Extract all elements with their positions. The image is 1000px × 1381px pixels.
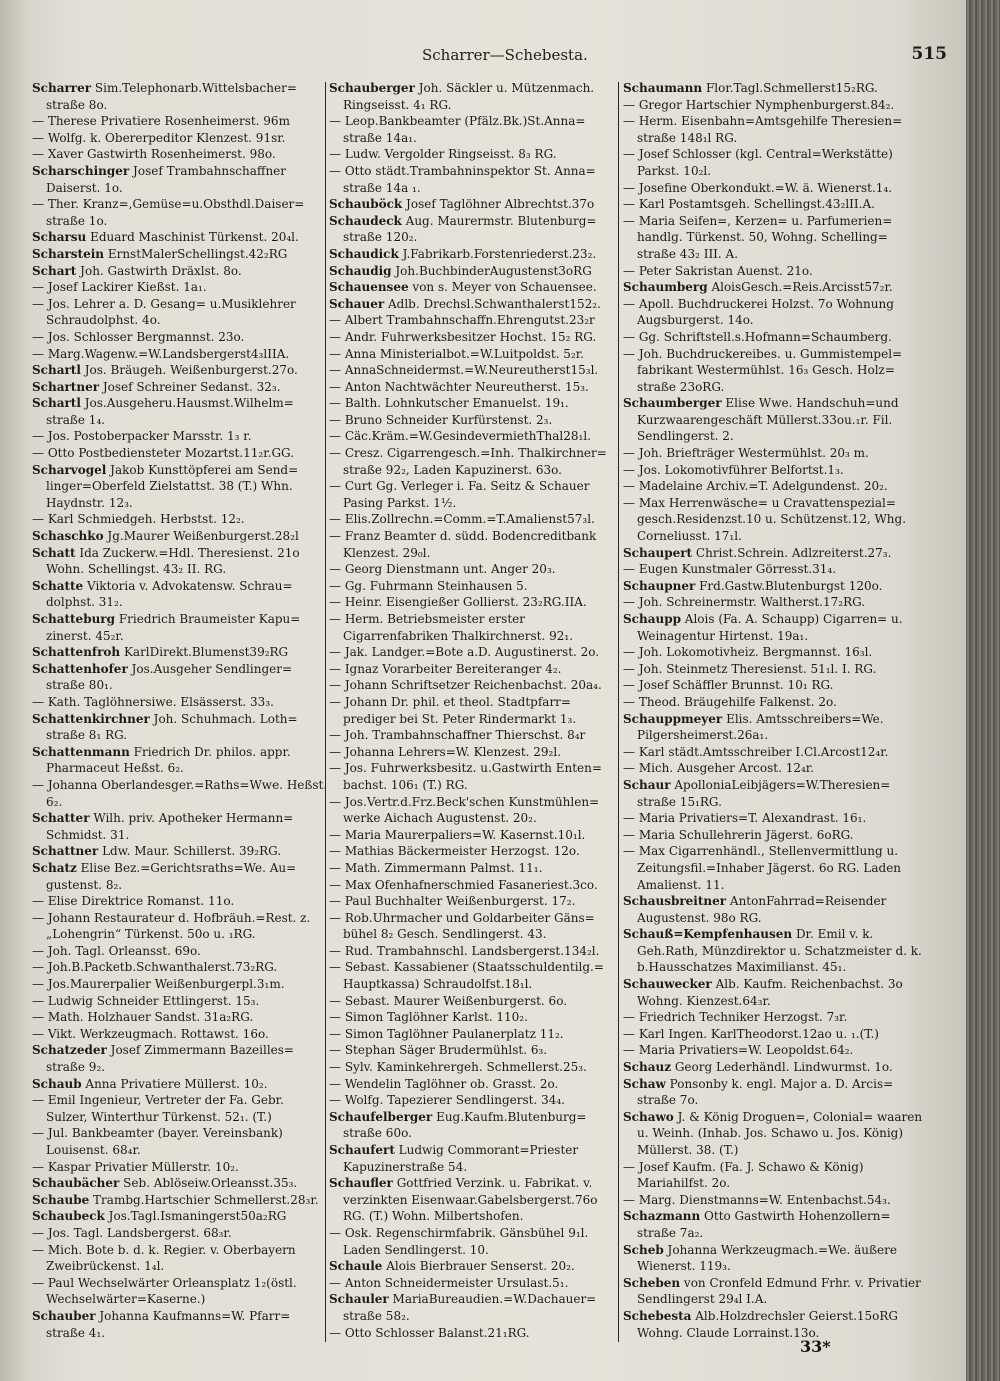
entry-surname: Schaupner — [623, 578, 696, 593]
directory-entry: Scharschinger Josef Trambahnschaffner Daiserst. 1o. — [32, 163, 287, 195]
entry-surname: Scharrer — [32, 81, 92, 95]
directory-entry: — Joh. Schreinermstr. Waltherst.17₂RG. — [623, 595, 866, 610]
directory-entry: Schartner Josef Schreiner Sedanst. 32₃. — [32, 379, 281, 394]
directory-entry: — Jos. Postoberpacker Marsstr. 1₃ r. — [32, 429, 252, 444]
directory-entry: Schatter Wilh. priv. Apotheker Hermann= Schmidst. 31. — [32, 811, 294, 842]
entry-surname: Schaule — [329, 1259, 383, 1274]
entry-surname: Schauler — [329, 1292, 389, 1307]
directory-entry: — Jos. Lehrer a. D. Gesang= u.Musiklehrer Schraudolphst. 4o. — [32, 296, 296, 328]
entry-surname: Scheb — [623, 1242, 664, 1257]
entry-surname: Schattenfroh — [32, 645, 121, 660]
directory-entry: — Kath. Taglöhnersiwe. Elsässerst. 33₃. — [32, 694, 274, 709]
entry-surname: Schaumberg — [623, 280, 708, 295]
directory-entry: — Jos.Vertr.d.Frz.Beck'schen Kunstmühlen= werke Aichach Augustenst. 20₂. — [329, 794, 600, 826]
directory-entry: Scharstein ErnstMalerSchellingst.42₂RG — [32, 246, 288, 261]
directory-entry: Schatz Elise Bez.=Gerichtsraths=We. Au= gustenst. 8₂. — [32, 860, 297, 892]
entry-surname: Schauz — [623, 1060, 672, 1075]
entry-surname: Schaufelberger — [329, 1109, 433, 1124]
directory-entry: Schaufert Ludwig Commorant=Priester Kapuzinerstraße 54. — [329, 1143, 579, 1174]
directory-entry: — Karl städt.Amtsschreiber I.Cl.Arcost12₄r. — [623, 744, 889, 759]
directory-entry: — Otto Postbediensteter Mozartst.11₂r.GG. — [32, 446, 295, 461]
directory-entry: — Elise Direktrice Romanst. 11o. — [32, 894, 235, 909]
directory-entry: — Cäc.Kräm.=W.GesindevermiethThal28₁l. — [329, 429, 591, 444]
directory-entry: — Curt Gg. Verleger i. Fa. Seitz & Schauer Pasing Parkst. 1½. — [329, 479, 590, 510]
directory-entry: — Jos. Tagl. Landsbergerst. 68₃r. — [32, 1225, 232, 1240]
directory-entry: — Joh. Tagl. Orleansst. 69o. — [32, 943, 201, 958]
directory-entry: — Maria Privatiers=T. Alexandrast. 16₁. — [623, 811, 867, 826]
directory-entry: — Johann Dr. phil. et theol. Stadtpfarr= prediger bei St. Peter Rindermarkt 1₃. — [329, 694, 577, 726]
entry-surname: Schaur — [623, 777, 671, 792]
entry-surname: Schattenhofer — [32, 661, 128, 676]
directory-entry: — Johanna Oberlandesger.=Raths=Wwe. Heßst. 6₂. — [32, 777, 328, 809]
directory-entry: — Heinr. Eisengießer Gollierst. 23₂RG.IIA. — [329, 595, 587, 610]
directory-entry: — Wolfg. Tapezierer Sendlingerst. 34₄. — [329, 1093, 565, 1108]
entry-surname: Schauböck — [329, 197, 403, 212]
entry-surname: Schaw — [623, 1076, 666, 1091]
entry-surname: Schart — [32, 263, 77, 278]
directory-entry: — Albert Trambahnschaffn.Ehrengutst.23₂r — [329, 313, 595, 328]
directory-entry: — Bruno Schneider Kurfürstenst. 2₃. — [329, 412, 553, 427]
directory-entry: Schauz Georg Lederhändl. Lindwurmst. 1o. — [623, 1060, 893, 1075]
directory-entry: — Mathias Bäckermeister Herzogst. 12o. — [329, 844, 580, 859]
directory-entry: — Peter Sakristan Auenst. 21o. — [623, 263, 813, 278]
entry-surname: Schaumann — [623, 81, 703, 95]
directory-entry: — Josefine Oberkondukt.=W. ä. Wienerst.1₄. — [623, 180, 893, 195]
directory-entry: Schattner Ldw. Maur. Schillerst. 39₂RG. — [32, 844, 282, 859]
page-number: 515 — [911, 44, 947, 64]
entry-surname: Schaufler — [329, 1176, 393, 1191]
directory-entry: Schauß=Kempfenhausen Dr. Emil v. k. Geh.Rath, Münzdirektor u. Schatzmeister d. k. b.Hausschatzes Maximilianst. 45₁. — [623, 927, 922, 975]
entry-surname: Schaubeck — [32, 1209, 105, 1224]
entry-surname: Schatteburg — [32, 612, 116, 626]
directory-entry: — Osk. Regenschirmfabrik. Gänsbühel 9₁l. Laden Sendlingerst. 10. — [329, 1225, 589, 1257]
directory-entry: Scharvogel Jakob Kunsttöpferei am Send= linger=Oberfeld Zielstattst. 38 (T.) Whn. Haydnstr. 12₃. — [32, 462, 299, 510]
entry-surname: Schaupert — [623, 545, 693, 560]
directory-entry: Schauber Johanna Kaufmanns=W. Pfarr= straße 4₁. — [32, 1308, 291, 1340]
directory-entry: — Gg. Schriftstell.s.Hofmann=Schaumberg. — [623, 329, 892, 344]
directory-entry: Schauensee von s. Meyer von Schauensee. — [329, 280, 597, 295]
directory-entry: Schaub Anna Privatiere Müllerst. 10₂. — [32, 1076, 268, 1091]
directory-entry: Schauberger Joh. Säckler u. Mützenmach. Ringseisst. 4₁ RG. — [329, 81, 595, 112]
directory-entry: Schattenkirchner Joh. Schuhmach. Loth= straße 8₁ RG. — [32, 711, 298, 743]
directory-entry: Scheb Johanna Werkzeugmach.=We. äußere Wienerst. 119₃. — [623, 1242, 897, 1274]
entry-surname: Schauensee — [329, 280, 409, 295]
directory-entry: — AnnaSchneidermst.=W.Neureutherst15₃l. — [329, 363, 599, 378]
directory-entry: Schattenmann Friedrich Dr. philos. appr. Pharmaceut Heßst. 6₂. — [32, 744, 291, 776]
entry-surname: Schazmann — [623, 1209, 701, 1224]
directory-entry: — Johanna Lehrers=W. Klenzest. 29₂l. — [329, 744, 562, 759]
directory-entry: — Paul Buchhalter Weißenburgerst. 17₂. — [329, 894, 576, 909]
entry-surname: Schauß=Kempfenhausen — [623, 927, 793, 942]
directory-entry: — Elis.Zollrechn.=Comm.=T.Amalienst57₃l. — [329, 512, 595, 527]
directory-entry: Schazmann Otto Gastwirth Hohenzollern= straße 7a₂. — [623, 1209, 891, 1240]
directory-entry: — Karl Schmiedgeh. Herbstst. 12₂. — [32, 512, 245, 527]
directory-entry: — Maria Seifen=, Kerzen= u. Parfumerien= handlg. Türkenst. 50, Wohng. Schelling= straße 43₂ III. A. — [623, 213, 893, 261]
directory-entry: — Jos.Maurerpalier Weißenburgerpl.3₁m. — [32, 977, 285, 992]
directory-entry: — Sebast. Maurer Weißenburgerst. 6o. — [329, 993, 568, 1008]
entry-surname: Schaubächer — [32, 1176, 120, 1191]
entry-surname: Scharsu — [32, 230, 87, 245]
directory-entry: — Math. Holzhauer Sandst. 31a₂RG. — [32, 1010, 254, 1025]
entry-surname: Scharstein — [32, 246, 105, 261]
directory-entry: — Joh. Briefträger Westermühlst. 20₃ m. — [623, 446, 869, 461]
entry-surname: Schawo — [623, 1109, 674, 1124]
directory-entry: — Rud. Trambahnschl. Landsbergerst.134₂l. — [329, 943, 600, 958]
page-header — [30, 46, 955, 72]
directory-entry: Schaudick J.Fabrikarb.Forstenriederst.23₂. — [329, 246, 597, 261]
directory-column-3 — [623, 80, 923, 1341]
directory-entry: — Herm. Eisenbahn=Amtsgehilfe Theresien= straße 148₁l RG. — [623, 114, 903, 145]
entry-surname: Schauberger — [329, 81, 415, 95]
directory-entry: Schattenfroh KarlDirekt.Blumenst39₂RG — [32, 645, 289, 660]
directory-entry: — Joh. Steinmetz Theresienst. 51₁l. I. RG. — [623, 661, 877, 676]
directory-entry: Schaule Alois Bierbrauer Senserst. 20₂. — [329, 1259, 575, 1274]
directory-entry: — Friedrich Techniker Herzogst. 7₃r. — [623, 1010, 848, 1025]
directory-entry: — Mich. Bote b. d. k. Regier. v. Oberbayern Zweibrückenst. 1₄l. — [32, 1242, 296, 1274]
entry-surname: Schauwecker — [623, 977, 712, 992]
signature-mark: 33* — [800, 1337, 831, 1356]
directory-entry: — Gg. Fuhrmann Steinhausen 5. — [329, 578, 528, 593]
directory-entry: — Madelaine Archiv.=T. Adelgundenst. 20₂. — [623, 479, 888, 494]
entry-surname: Schatt — [32, 545, 76, 560]
directory-entry: — Franz Beamter d. südd. Bodencreditbank Klenzest. 29₀l. — [329, 529, 597, 560]
entry-surname: Schausbreitner — [623, 894, 727, 909]
directory-entry: Schauer Adlb. Drechsl.Schwanthalerst152₂. — [329, 296, 601, 311]
directory-entry: — Josef Schlosser (kgl. Central=Werkstätte) Parkst. 10₂l. — [623, 147, 893, 178]
directory-entry: Schaupner Frd.Gastw.Blutenburgst 120o. — [623, 578, 883, 593]
entry-surname: Schaudick — [329, 246, 399, 261]
directory-entry: Schatzeder Josef Zimmermann Bazeilles= straße 9₂. — [32, 1043, 294, 1075]
directory-entry: — Josef Kaufm. (Fa. J. Schawo & König) Mariahilfst. 2o. — [623, 1159, 864, 1191]
directory-entry: — Karl Ingen. KarlTheodorst.12ao u. ₁.(T.) — [623, 1026, 879, 1041]
directory-entry: — Jos. Schlosser Bergmannst. 23o. — [32, 329, 245, 344]
directory-entry: Schatte Viktoria v. Advokatensw. Schrau= dolphst. 31₂. — [32, 578, 293, 610]
directory-entry: — Simon Taglöhner Karlst. 110₂. — [329, 1010, 528, 1025]
directory-entry: Schauböck Josef Taglöhner Albrechtst.37o — [329, 197, 595, 212]
entry-surname: Schaumberger — [623, 396, 722, 411]
directory-entry: Schaudig Joh.BuchbinderAugustenst3oRG — [329, 263, 592, 278]
directory-entry: — Joh. Lokomotivheiz. Bergmannst. 16₃l. — [623, 645, 873, 660]
directory-entry: Schaw Ponsonby k. engl. Major a. D. Arcis= straße 7o. — [623, 1076, 894, 1108]
directory-entry: — Ludw. Vergolder Ringseisst. 8₃ RG. — [329, 147, 557, 162]
directory-entry: — Maria Maurerpaliers=W. Kasernst.10₁l. — [329, 827, 586, 842]
entry-surname: Schaube — [32, 1192, 90, 1207]
directory-entry: Schaudeck Aug. Maurermstr. Blutenburg= straße 120₂. — [329, 213, 597, 245]
directory-entry: Schattenhofer Jos.Ausgeher Sendlinger= straße 80₁. — [32, 661, 293, 693]
directory-entry: Schauwecker Alb. Kaufm. Reichenbachst. 3o Wohng. Kienzest.64₃r. — [623, 977, 903, 1008]
directory-entry: — Marg. Dienstmanns=W. Entenbachst.54₃. — [623, 1192, 891, 1207]
directory-entry: — Anton Schneidermeister Ursulast.5₁. — [329, 1275, 569, 1290]
directory-entry: — Vikt. Werkzeugmach. Rottawst. 16o. — [32, 1026, 269, 1041]
directory-entry: Schaufelberger Eug.Kaufm.Blutenburg= straße 60o. — [329, 1109, 587, 1141]
directory-entry: — Johann Schriftsetzer Reichenbachst. 20a₄. — [329, 678, 602, 693]
directory-entry: — Josef Lackirer Kießst. 1a₁. — [32, 280, 207, 295]
entry-surname: Schauber — [32, 1308, 96, 1323]
entry-surname: Schauppmeyer — [623, 711, 723, 726]
directory-entry: — Eugen Kunstmaler Görresst.31₄. — [623, 562, 837, 577]
entry-surname: Schatz — [32, 860, 77, 875]
directory-entry: — Ther. Kranz=,Gemüse=u.Obsthdl.Daiser= straße 1o. — [32, 197, 305, 228]
entry-surname: Schatzeder — [32, 1043, 107, 1058]
directory-entry: Schaur ApolloniaLeibjägers=W.Theresien= straße 15₁RG. — [623, 777, 891, 809]
entry-surname: Schartner — [32, 379, 100, 394]
directory-entry: Schaufler Gottfried Verzink. u. Fabrikat. v. verzinkten Eisenwaar.Gabelsbergerst.76o RG. (T.) Wohn. Milbertshofen. — [329, 1176, 598, 1224]
directory-entry: Schartl Jos. Bräugeh. Weißenburgerst.27o. — [32, 363, 298, 378]
entry-surname: Scheben — [623, 1275, 681, 1290]
directory-entry: Schawo J. & König Droguen=, Colonial= waaren u. Weinh. (Inhab. Jos. Schawo u. Jos. König) Müllerst. 38. (T.) — [623, 1109, 923, 1157]
directory-entry: — Rob.Uhrmacher und Goldarbeiter Gäns= bühel 8₂ Gesch. Sendlingerst. 43. — [329, 910, 595, 942]
entry-surname: Schebesta — [623, 1308, 692, 1323]
directory-entry: — Ignaz Vorarbeiter Bereiteranger 4₂. — [329, 661, 562, 676]
entry-surname: Schaudeck — [329, 213, 402, 228]
entry-surname: Schartl — [32, 396, 81, 411]
entry-surname: Schaschko — [32, 529, 104, 544]
entry-surname: Schattenmann — [32, 744, 130, 759]
directory-entry: Schaschko Jg.Maurer Weißenburgerst.28₂l — [32, 529, 299, 544]
directory-entry: — Andr. Fuhrwerksbesitzer Hochst. 15₂ RG. — [329, 329, 597, 344]
directory-entry: Schatt Ida Zuckerw.=Hdl. Theresienst. 21o Wohn. Schellingst. 43₂ II. RG. — [32, 545, 300, 577]
directory-entry: — Jos. Lokomotivführer Belfortst.1₃. — [623, 462, 844, 477]
directory-entry: — Sebast. Kassabiener (Staatsschuldentilg.= Hauptkassa) Schraudolfst.18₁l. — [329, 960, 604, 992]
directory-entry: Schaupert Christ.Schrein. Adlzreiterst.27₃. — [623, 545, 892, 560]
directory-entry: — Therese Privatiere Rosenheimerst. 96m — [32, 114, 290, 129]
directory-entry: — Max Cigarrenhändl., Stellenvermittlung u. Zeitungsfil.=Inhaber Jägerst. 6o RG. Laden Amalienst. 11. — [623, 844, 902, 892]
directory-entry: Schauppmeyer Elis. Amtsschreibers=We. Pilgersheimerst.26a₁. — [623, 711, 884, 743]
directory-entry: — Jak. Landger.=Bote a.D. Augustinerst. 2o. — [329, 645, 600, 660]
directory-entry: — Georg Dienstmann unt. Anger 20₃. — [329, 562, 556, 577]
directory-column-1 — [32, 80, 328, 1341]
directory-entry: — Paul Wechselwärter Orleansplatz 1₂(östl. Wechselwärter=Kaserne.) — [32, 1275, 297, 1307]
directory-entry: — Joh.B.Packetb.Schwanthalerst.73₂RG. — [32, 960, 278, 975]
directory-entry: Schausbreitner AntonFahrrad=Reisender Augustenst. 98o RG. — [623, 894, 887, 925]
directory-entry: Schaumberger Elise Wwe. Handschuh=und Kurzwaarengeschäft Müllerst.33ou.₁r. Fil. Sendlingerst. 2. — [623, 396, 899, 444]
directory-entry: — Theod. Bräugehilfe Falkenst. 2o. — [623, 694, 837, 709]
entry-surname: Schaufert — [329, 1143, 395, 1157]
directory-entry: — Josef Schäffler Brunnst. 10₁ RG. — [623, 678, 834, 693]
directory-entry: — Stephan Säger Brudermühlst. 6₃. — [329, 1043, 548, 1058]
directory-entry: — Xaver Gastwirth Rosenheimerst. 98o. — [32, 147, 276, 162]
directory-entry: — Johann Restaurateur d. Hofbräuh.=Rest. z. „Lohengrin“ Türkenst. 50o u. ₁RG. — [32, 910, 311, 942]
directory-entry: — Maria Schullehrerin Jägerst. 6oRG. — [623, 827, 854, 842]
directory-entry: — Cresz. Cigarrengesch.=Inh. Thalkirchner= straße 92₂, Laden Kapuzinerst. 63o. — [329, 446, 607, 477]
directory-entry: — Anna Ministerialbot.=W.Luitpoldst. 5₂r. — [329, 346, 584, 361]
directory-entry: Scharrer Sim.Telephonarb.Wittelsbacher= straße 8o. — [32, 81, 297, 112]
directory-entry: — Jul. Bankbeamter (bayer. Vereinsbank) Louisenst. 68₄r. — [32, 1126, 283, 1157]
entry-surname: Schauer — [329, 296, 385, 311]
entry-surname: Schartl — [32, 363, 81, 378]
entry-surname: Schaupp — [623, 612, 681, 626]
directory-entry: — Balth. Lohnkutscher Emanuelst. 19₁. — [329, 396, 569, 411]
directory-entry: Scheben von Cronfeld Edmund Frhr. v. Privatier Sendlingerst 29₄l I.A. — [623, 1275, 921, 1307]
directory-entry: — Maria Privatiers=W. Leopoldst.64₂. — [623, 1043, 854, 1058]
directory-entry: — Otto städt.Trambahninspektor St. Anna= straße 14a ₁. — [329, 163, 596, 195]
directory-entry: Schaubächer Seb. Ablöseiw.Orleansst.35₃. — [32, 1176, 298, 1191]
directory-entry: — Joh. Buchdruckereibes. u. Gummistempel= fabrikant Westermühlst. 16₃ Gesch. Holz= straße 23oRG. — [623, 346, 903, 394]
directory-entry: Schauler MariaBureaudien.=W.Dachauer= straße 58₂. — [329, 1292, 597, 1323]
directory-entry: — Apoll. Buchdruckerei Holzst. 7o Wohnung Augsburgerst. 14o. — [623, 296, 894, 328]
directory-entry: — Jos. Fuhrwerksbesitz. u.Gastwirth Enten= bachst. 106₁ (T.) RG. — [329, 761, 602, 792]
directory-entry: Schaubeck Jos.Tagl.Ismaningerst50a₂RG — [32, 1209, 287, 1224]
directory-entry: — Max Herrenwäsche= u Cravattenspezial= gesch.Residenzst.10 u. Schützenst.12, Whg. Corneliusst. 17₁l. — [623, 495, 907, 544]
directory-entry: — Marg.Wagenw.=W.Landsbergerst4₃lIIA. — [32, 346, 290, 361]
directory-entry: — Kaspar Privatier Müllerstr. 10₂. — [32, 1159, 239, 1174]
directory-entry: — Joh. Trambahnschaffner Thierschst. 8₄r — [329, 728, 586, 743]
entry-surname: Schattner — [32, 844, 99, 859]
entry-surname: Schaudig — [329, 263, 392, 278]
directory-entry: — Karl Postamtsgeh. Schellingst.43₂lII.A. — [623, 197, 875, 212]
directory-entry: Scharsu Eduard Maschinist Türkenst. 20₄l. — [32, 230, 299, 245]
page-edge — [966, 0, 1000, 1381]
directory-entry: — Gregor Hartschier Nymphenburgerst.84₂. — [623, 97, 895, 112]
entry-surname: Scharschinger — [32, 163, 130, 178]
directory-entry: — Leop.Bankbeamter (Pfälz.Bk.)St.Anna= straße 14a₁. — [329, 114, 586, 145]
entry-surname: Schatter — [32, 811, 90, 826]
directory-entry: Schebesta Alb.Holzdrechsler Geierst.15oRG Wohng. Claude Lorrainst.13o. — [623, 1308, 898, 1340]
running-head: Scharrer—Schebesta. — [422, 46, 588, 64]
entry-surname: Schatte — [32, 578, 84, 593]
directory-entry: — Math. Zimmermann Palmst. 11₁. — [329, 860, 543, 875]
directory-entry: Schaumann Flor.Tagl.Schmellerst15₂RG. — [623, 81, 878, 95]
directory-entry: Schaupp Alois (Fa. A. Schaupp) Cigarren= u. Weinagentur Hirtenst. 19a₁. — [623, 612, 903, 643]
directory-entry: Schaube Trambg.Hartschier Schmellerst.28₃r. — [32, 1192, 319, 1207]
directory-entry: — Max Ofenhafnerschmied Fasaneriest.3co. — [329, 877, 598, 892]
directory-entry: — Otto Schlosser Balanst.21₁RG. — [329, 1325, 530, 1340]
directory-entry: Schart Joh. Gastwirth Dräxlst. 8o. — [32, 263, 242, 278]
entry-surname: Schaub — [32, 1076, 82, 1091]
directory-entry: Schartl Jos.Ausgeheru.Hausmst.Wilhelm= straße 1₄. — [32, 396, 294, 427]
directory-entry: — Anton Nachtwächter Neureutherst. 15₃. — [329, 379, 589, 394]
entry-surname: Schattenkirchner — [32, 711, 150, 726]
directory-entry: — Ludwig Schneider Ettlingerst. 15₃. — [32, 993, 260, 1008]
directory-entry: — Simon Taglöhner Paulanerplatz 11₂. — [329, 1026, 564, 1041]
directory-entry: Schaumberg AloisGesch.=Reis.Arcisst57₂r. — [623, 280, 893, 295]
directory-entry: — Wendelin Taglöhner ob. Grasst. 2o. — [329, 1076, 559, 1091]
directory-entry: — Emil Ingenieur, Vertreter der Fa. Gebr. Sulzer, Winterthur Türkenst. 52₁. (T.) — [32, 1093, 284, 1124]
directory-column-2 — [329, 80, 619, 1341]
directory-entry: — Wolfg. k. Obererpeditor Klenzest. 91sr. — [32, 130, 286, 145]
directory-entry: — Sylv. Kaminkehrergeh. Schmellerst.25₃. — [329, 1060, 587, 1075]
directory-entry: — Mich. Ausgeher Arcost. 12₄r. — [623, 761, 815, 776]
entry-surname: Scharvogel — [32, 462, 107, 477]
directory-entry: Schatteburg Friedrich Braumeister Kapu= zinerst. 45₂r. — [32, 612, 301, 643]
directory-entry: — Herm. Betriebsmeister erster Cigarrenfabriken Thalkirchnerst. 92₁. — [329, 612, 574, 643]
